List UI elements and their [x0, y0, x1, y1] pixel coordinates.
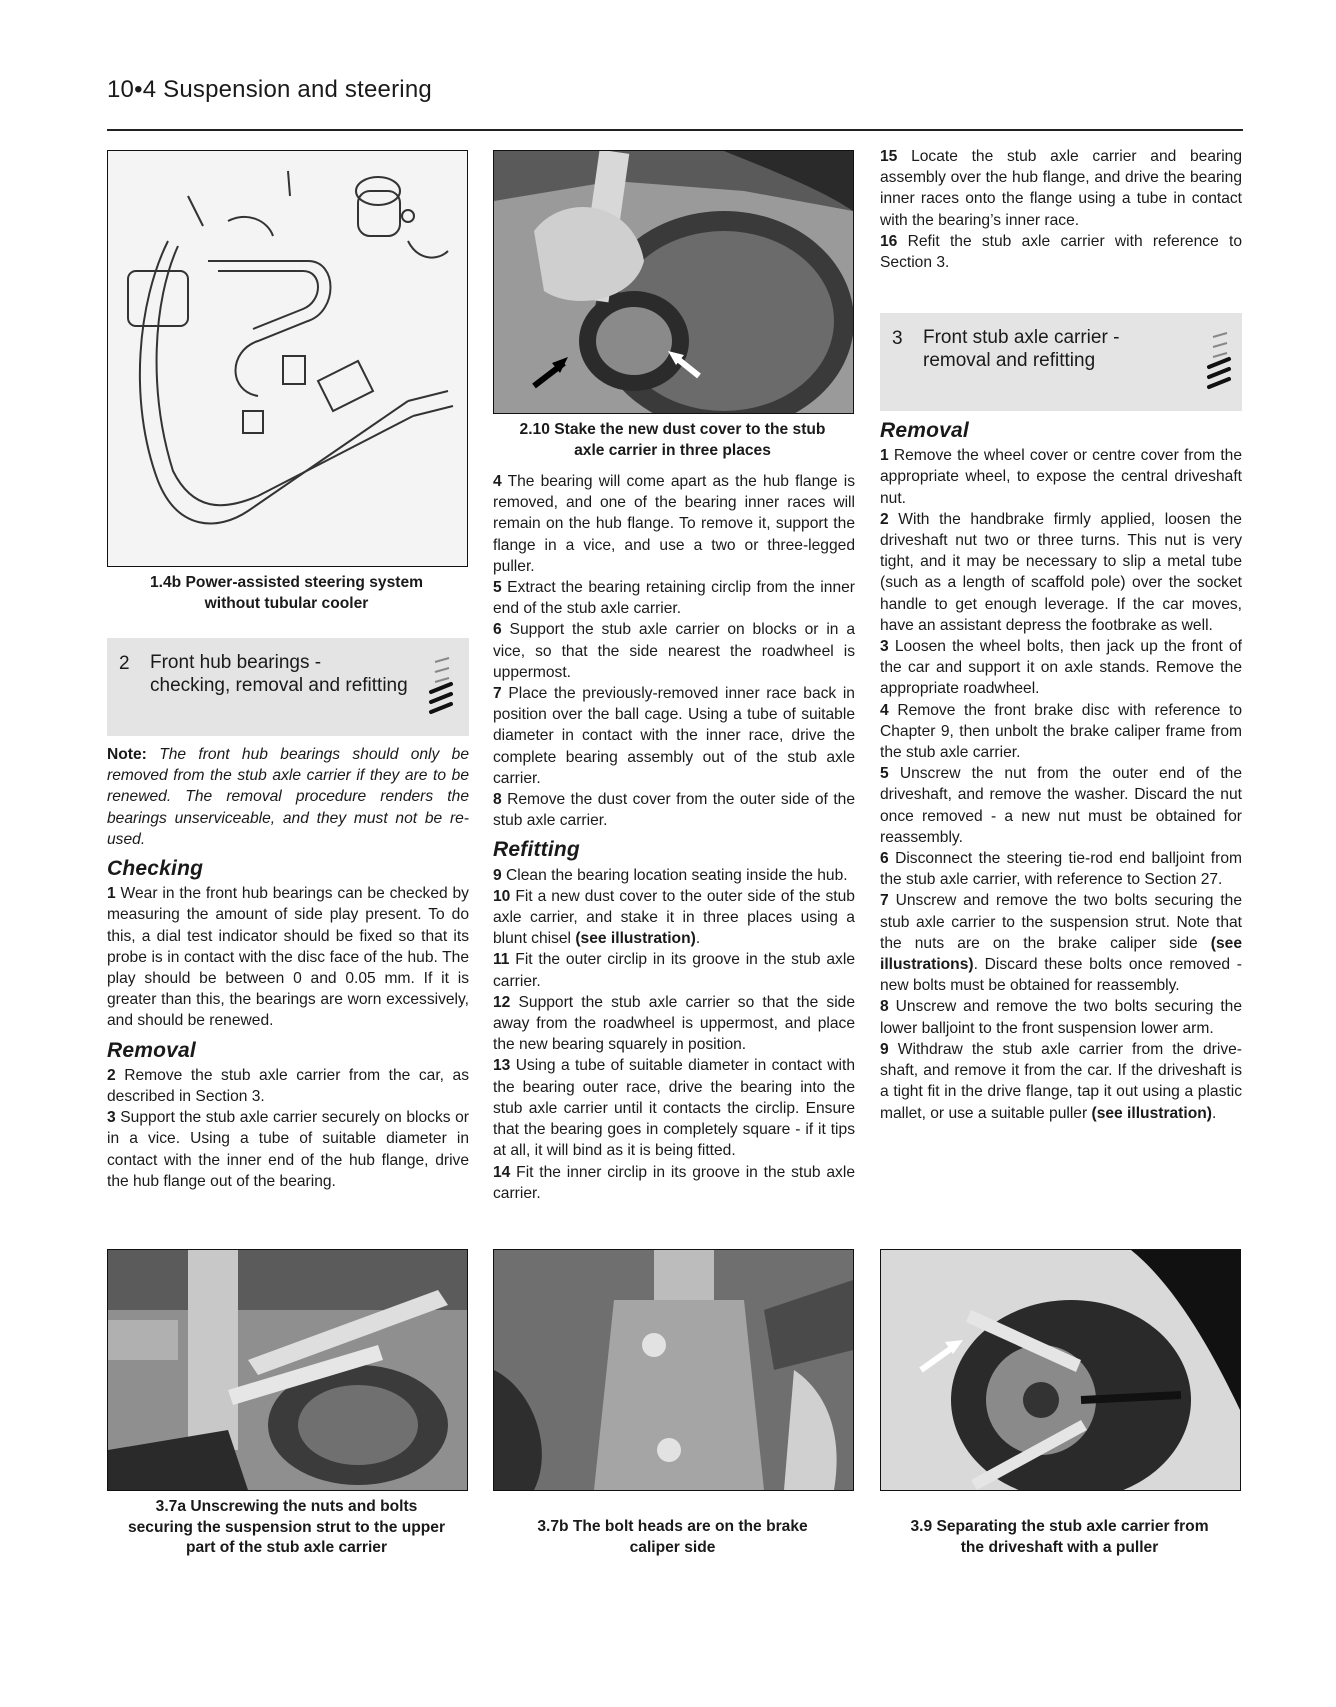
paragraph-s3-3: 3 Loosen the wheel bolts, then jack up the front of the car and support it on axle stands. Remove the appropriate roadwheel.: [880, 638, 1242, 698]
paragraph-16: 16 Refit the stub axle carrier with reference to Section 3.: [880, 232, 1242, 272]
paragraph-15: 15 Locate the stub axle carrier and bearing assembly over the hub flange, and drive the bearing inner races onto the flange using a tube in contact with the bearing’s inner race.: [880, 148, 1242, 229]
caption-line: 3.7a Unscrewing the nuts and bolts: [155, 1498, 418, 1515]
section-title: [150, 651, 440, 697]
dust-cover-photo: [494, 151, 853, 413]
section-2-heading-box: [107, 638, 469, 736]
figure-2-10-photo: [493, 150, 854, 414]
paragraph-4: 4 The bearing will come apart as the hub flange is removed, and one of the bearing inner races will remain on the hub flange. To remove it, support the flange in a vice, and use a two or three-legged puller.: [493, 473, 855, 575]
column-b-text: [493, 471, 855, 1204]
paragraph-s3-8: 8 Unscrew and remove the two bolts securing the lower balljoint to the front suspension lower arm.: [880, 998, 1243, 1037]
paragraph-8: 8 Remove the dust cover from the outer side of the stub axle carrier.: [493, 791, 855, 830]
paragraph-s3-1: 1 Remove the wheel cover or centre cover from the appropriate wheel, to expose the central driveshaft nut.: [880, 447, 1242, 507]
paragraph-s3-6: 6 Disconnect the steering tie-rod end balljoint from the stub axle carrier, with reference to Section 27.: [880, 850, 1242, 889]
figure-1-4b-steering-diagram: [107, 150, 468, 567]
paragraph-9: 9 Clean the bearing location seating inside the hub.: [493, 866, 848, 884]
section-title-line: removal and refitting: [923, 350, 1096, 371]
figure-3-9-photo: [880, 1249, 1241, 1491]
figure-3-7b-photo: [493, 1249, 854, 1491]
paragraph-s3-2: 2 With the handbrake firmly applied, loosen the driveshaft nut two or three turns. This nut is very tight, and it may be necessary to slip a metal tube (such as a length of scaffold pole) over the socket handle to get enough leverage. If the car moves, have an assistant depress the footbrake as well.: [880, 510, 1242, 634]
paragraph-s3-9: 9 Withdraw the stub axle carrier from the drive-shaft, and remove it from the car. If the driveshaft is a tight fit in the drive flange, tap it out using a plastic mallet, or use a suitable puller (see illustration).: [880, 1040, 1242, 1122]
figure-3-9-caption: [880, 1517, 1239, 1558]
paragraph-2: 2 Remove the stub axle carrier from the car, as described in Section 3.: [107, 1066, 469, 1106]
chapter-title: Suspension and steering: [163, 76, 432, 103]
difficulty-wrench-icon: [1205, 329, 1235, 399]
paragraph-6: 6 Support the stub axle carrier on blocks or in a vice, so that the side nearest the roadwheel is uppermost.: [493, 621, 855, 681]
paragraph-13: 13 Using a tube of suitable diameter in contact with the bearing outer race, drive the bearing into the stub axle carrier until it contacts the circlip. Ensure that the bearing goes in completely square - if it tips at all, it will bind as it is being fitted.: [493, 1057, 855, 1160]
paragraph-3: 3 Support the stub axle carrier securely on blocks or in a vice. Using a tube of suitable diameter in contact with the inner end of the hub flange, drive the hub flange out of the bearing.: [107, 1109, 469, 1190]
section-number: 3: [892, 328, 903, 349]
section-3-heading-box: [880, 313, 1242, 411]
figure-3-7a-caption: [107, 1497, 466, 1559]
page-header: [107, 76, 432, 104]
removal-heading: Removal: [107, 1038, 196, 1062]
column-a-text: [107, 744, 469, 1192]
caption-line: the driveshaft with a puller: [960, 1538, 1159, 1556]
paragraph-12: 12 Support the stub axle carrier so that the side away from the roadwheel is uppermost, and place the new bearing squarely in position.: [493, 993, 855, 1054]
caption-line: 3.7b The bolt heads are on the brake: [537, 1518, 808, 1535]
section-title-line: Front hub bearings -: [150, 652, 322, 673]
bolt-heads-photo: [494, 1250, 853, 1490]
section-title-line: Front stub axle carrier -: [923, 327, 1120, 348]
caption-line: part of the stub axle carrier: [185, 1539, 388, 1556]
paragraph-14: 14 Fit the inner circlip in its groove in the stub axle carrier.: [493, 1163, 855, 1202]
strut-nuts-photo: [108, 1250, 467, 1490]
header-rule: [107, 129, 1243, 131]
section-title-line: checking, removal and refitting: [150, 675, 408, 696]
section-title: [923, 326, 1213, 372]
caption-line: axle carrier in three places: [574, 441, 771, 459]
caption-line: 2.10 Stake the new dust cover to the stub: [519, 421, 826, 438]
figure-3-7a-photo: [107, 1249, 468, 1491]
note-paragraph: Note: The front hub bearings should only be removed from the stub axle carrier if they are to be renewed. The removal procedure renders the bearings unserviceable, and they must not be re-used.: [107, 746, 469, 848]
figure-3-7b-caption: [493, 1517, 852, 1558]
paragraph-5: 5 Extract the bearing retaining circlip from the inner end of the stub axle carrier.: [493, 579, 855, 618]
paragraph-7: 7 Place the previously-removed inner race back in position over the ball cage. Using a tube of suitable diameter in contact with the inner race, drive the complete bearing assembly out of the stub axle carrier.: [493, 685, 855, 787]
column-c-top-text: [880, 146, 1242, 273]
paragraph-1: 1 Wear in the front hub bearings can be checked by measuring the amount of side play present. To do this, a dial test indicator should be fixed so that its probe is in contact with the disc face of the hub. The play should be between 0 and 0.05 mm. If it is greater than this, the bearings are worn excessively, and should be renewed.: [107, 885, 469, 1030]
caption-line: caliper side: [629, 1538, 716, 1556]
refitting-heading: Refitting: [493, 838, 580, 862]
paragraph-11: 11 Fit the outer circlip in its groove in the stub axle carrier.: [493, 951, 855, 990]
puller-photo: [881, 1250, 1240, 1490]
figure-1-4b-caption: [107, 573, 466, 614]
paragraph-10: 10 Fit a new dust cover to the outer side of the stub axle carrier, and stake it in three places using a blunt chisel (see illustration).: [493, 887, 855, 948]
caption-line: securing the suspension strut to the upper: [127, 1518, 446, 1536]
paragraph-s3-5: 5 Unscrew the nut from the outer end of the driveshaft, and remove the washer. Discard the nut once removed - a new nut must be obtained for reassembly.: [880, 765, 1242, 846]
difficulty-wrench-icon: [427, 654, 457, 724]
caption-line: 3.9 Separating the stub axle carrier from: [910, 1518, 1209, 1535]
page-number: 10•4: [107, 76, 157, 103]
paragraph-s3-4: 4 Remove the front brake disc with reference to Chapter 9, then unbolt the brake caliper frame from the stub axle carrier.: [880, 701, 1243, 762]
caption-line: 1.4b Power-assisted steering system: [149, 574, 423, 591]
caption-line: without tubular cooler: [204, 594, 369, 612]
figure-2-10-caption: [493, 420, 852, 461]
section-number: 2: [119, 653, 130, 674]
removal-heading-section-3: Removal: [880, 419, 969, 442]
paragraph-s3-7: 7 Unscrew and remove the two bolts securing the stub axle carrier to the suspension strut. Note that the nuts are on the brake caliper side (see illustrations). Discard these bolts once removed - new bolts must be obtained for reassembly.: [880, 892, 1243, 995]
steering-line-drawing: [108, 151, 467, 566]
checking-heading: Checking: [107, 857, 204, 881]
column-c-bottom-text: [880, 420, 1242, 1124]
